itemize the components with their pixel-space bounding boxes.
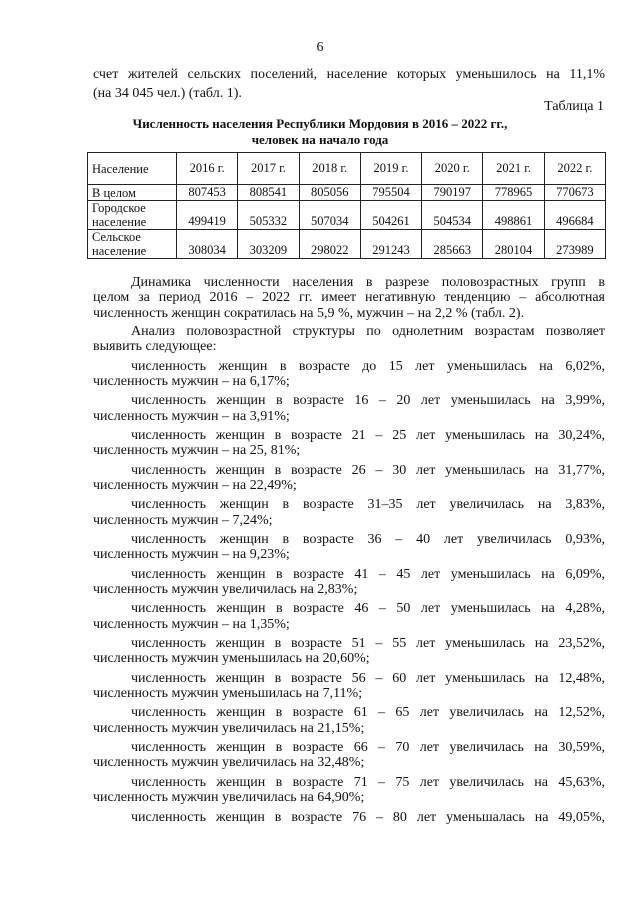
- population-table: [87, 152, 606, 259]
- list-item-continuation: численность мужчин – на 22,49%;: [93, 477, 297, 493]
- intro-line: (на 34 045 чел.) (табл. 1).: [93, 86, 242, 101]
- value-cell: 303209: [238, 230, 299, 259]
- list-item-continuation: численность мужчин – на 6,17%;: [93, 373, 290, 389]
- body-text: [93, 275, 605, 825]
- list-item: численность женщин в возрасте 31–35 лет увеличилась на 3,83%,: [131, 497, 605, 513]
- value-cell: 795504: [360, 185, 421, 201]
- intro-line: счет жителей сельских поселений, население которых уменьшилось на 11,1%: [93, 67, 605, 82]
- list-item: численность женщин в возрасте 21 – 25 лет уменьшилась на 30,24%,: [131, 427, 605, 443]
- value-cell: 790197: [422, 185, 483, 201]
- row-name-line: Сельское: [92, 230, 141, 244]
- row-name-line: население: [92, 215, 147, 229]
- paragraph-line: выявить следующее:: [93, 339, 217, 355]
- list-item-continuation: численность мужчин – 7,24%;: [93, 512, 273, 528]
- header-cell: 2018 г.: [299, 153, 360, 185]
- row-name-line: население: [92, 244, 147, 258]
- value-cell: 507034: [299, 201, 360, 230]
- value-cell: 504261: [360, 201, 421, 230]
- list-item-continuation: численность мужчин увеличилась на 21,15%;: [93, 720, 365, 736]
- list-item: численность женщин в возрасте 36 – 40 лет увеличилась 0,93%,: [131, 532, 605, 548]
- table-row: [88, 185, 606, 201]
- value-cell: 807453: [177, 185, 238, 201]
- table-row: [88, 201, 606, 230]
- intro-paragraph: [93, 65, 605, 103]
- list-item-continuation: численность мужчин увеличилась на 2,83%;: [93, 582, 358, 597]
- row-name-cell: [88, 201, 177, 230]
- list-item-continuation: численность мужчин уменьшилась на 20,60%;: [93, 651, 370, 667]
- header-cell: 2019 г.: [360, 153, 421, 185]
- list-item: численность женщин в возрасте до 15 лет уменьшилась на 6,02%,: [131, 358, 605, 374]
- header-cell: 2022 г.: [544, 153, 605, 185]
- value-cell: 498861: [483, 201, 544, 230]
- header-cell: 2016 г.: [177, 153, 238, 185]
- list-item-continuation: численность мужчин – на 3,91%;: [93, 408, 290, 424]
- list-item: численность женщин в возрасте 76 – 80 лет уменьшалась на 49,05%,: [131, 809, 605, 825]
- paragraph-line: численность женщин сократилась на 5,9 %, мужчин – на 2,2 % (табл. 2).: [93, 305, 525, 321]
- page-number: 6: [316, 40, 324, 55]
- header-cell: 2021 г.: [483, 153, 544, 185]
- list-item-continuation: численность мужчин увеличилась на 32,48%;: [93, 755, 365, 771]
- list-item: численность женщин в возрасте 41 – 45 лет уменьшилась на 6,09%,: [131, 566, 605, 582]
- list-item-continuation: численность мужчин – на 1,35%;: [93, 616, 290, 632]
- value-cell: 805056: [299, 185, 360, 201]
- value-cell: 808541: [238, 185, 299, 201]
- list-item-continuation: численность мужчин уменьшилась на 7,11%;: [93, 686, 363, 702]
- list-item: численность женщин в возрасте 46 – 50 лет уменьшилась на 4,28%,: [131, 601, 605, 617]
- table-title-line: Численность населения Республики Мордовия в 2016 – 2022 гг.,: [132, 116, 508, 131]
- value-cell: 308034: [177, 230, 238, 259]
- list-item-continuation: численность мужчин – на 9,23%;: [93, 547, 290, 563]
- paragraph-line: целом за период 2016 – 2022 гг. имеет негативную тенденцию – абсолютная: [93, 290, 605, 306]
- value-cell: 770673: [544, 185, 605, 201]
- list-item-continuation: численность мужчин увеличилась на 64,90%;: [93, 790, 365, 806]
- list-item: численность женщин в возрасте 71 – 75 лет увеличилась на 45,63%,: [131, 774, 605, 790]
- list-item: численность женщин в возрасте 56 – 60 лет уменьшилась на 12,48%,: [131, 670, 605, 686]
- list-item: численность женщин в возрасте 51 – 55 лет уменьшилась на 23,52%,: [131, 636, 605, 652]
- paragraph-line: Динамика численности населения в разрезе половозрастных групп в: [131, 275, 605, 290]
- value-cell: 505332: [238, 201, 299, 230]
- row-name-cell: [88, 230, 177, 259]
- list-item-continuation: численность мужчин – на 25, 81%;: [93, 443, 301, 459]
- table-row: [88, 230, 606, 259]
- value-cell: 499419: [177, 201, 238, 230]
- value-cell: 291243: [360, 230, 421, 259]
- row-name-cell: В целом: [88, 185, 177, 201]
- header-cell: 2020 г.: [422, 153, 483, 185]
- table-title-line: человек на начало года: [251, 132, 389, 147]
- header-cell: 2017 г.: [238, 153, 299, 185]
- value-cell: 285663: [422, 230, 483, 259]
- list-item: численность женщин в возрасте 66 – 70 лет увеличилась на 30,59%,: [131, 740, 605, 756]
- value-cell: 298022: [299, 230, 360, 259]
- list-item: численность женщин в возрасте 61 – 65 лет увеличилась на 12,52%,: [131, 705, 605, 721]
- table-title: [0, 116, 640, 148]
- table-label: Таблица 1: [544, 99, 604, 114]
- value-cell: 496684: [544, 201, 605, 230]
- row-name-line: Городское: [92, 201, 146, 215]
- value-cell: 778965: [483, 185, 544, 201]
- table-header-row: [88, 153, 606, 185]
- value-cell: 273989: [544, 230, 605, 259]
- paragraph-line: Анализ половозрастной структуры по однолетним возрастам позволяет: [131, 323, 605, 339]
- value-cell: 280104: [483, 230, 544, 259]
- header-cell: Население: [88, 153, 177, 185]
- value-cell: 504534: [422, 201, 483, 230]
- list-item: численность женщин в возрасте 16 – 20 лет уменьшилась на 3,99%,: [131, 393, 605, 409]
- list-item: численность женщин в возрасте 26 – 30 лет уменьшилась на 31,77%,: [131, 462, 605, 478]
